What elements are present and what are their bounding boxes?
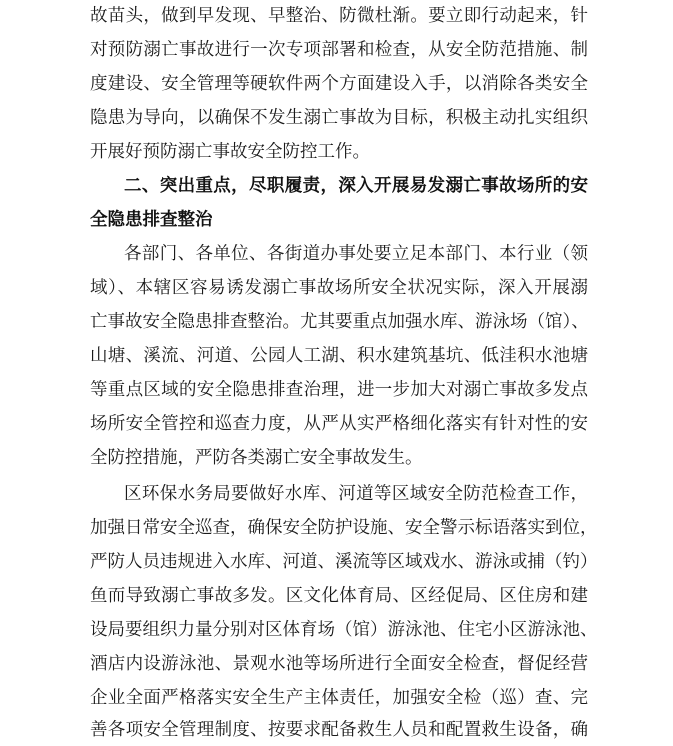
text-line: 全防控措施，严防各类溺亡安全事故发生。 bbox=[90, 448, 423, 468]
text-line: 隐患为导向，以确保不发生溺亡事故为目标，积极主动扎实组织 bbox=[90, 108, 588, 128]
text-line: 度建设、安全管理等硬软件两个方面建设入手，以消除各类安全 bbox=[90, 74, 588, 94]
text-line: 山塘、溪流、河道、公园人工湖、积水建筑基坑、低洼积水池塘 bbox=[90, 346, 588, 366]
heading-line: 二、突出重点，尽职履责，深入开展易发溺亡事故场所的安 bbox=[124, 176, 588, 196]
text-line: 善各项安全管理制度、按要求配备救生人员和配置救生设备，确 bbox=[90, 720, 588, 740]
text-line: 故苗头，做到早发现、早整治、防微杜渐。要立即行动起来，针 bbox=[90, 6, 588, 26]
text-line: 加强日常安全巡查，确保安全防护设施、安全警示标语落实到位， bbox=[90, 518, 598, 538]
text-line: 开展好预防溺亡事故安全防控工作。 bbox=[90, 142, 370, 162]
text-line: 严防人员违规进入水库、河道、溪流等区域戏水、游泳或捕（钓） bbox=[90, 552, 598, 572]
text-line: 各部门、各单位、各街道办事处要立足本部门、本行业（领 bbox=[124, 244, 588, 264]
text-line: 鱼而导致溺亡事故多发。区文化体育局、区经促局、区住房和建 bbox=[90, 586, 588, 606]
text-line: 企业全面严格落实安全生产主体责任，加强安全检（巡）查、完 bbox=[90, 688, 588, 708]
text-line: 场所安全管控和巡查力度，从严从实严格细化落实有针对性的安 bbox=[90, 414, 588, 434]
text-line: 区环保水务局要做好水库、河道等区域安全防范检查工作， bbox=[124, 484, 588, 504]
text-line: 亡事故安全隐患排查整治。尤其要重点加强水库、游泳场（馆）、 bbox=[90, 312, 589, 332]
heading-line: 全隐患排查整治 bbox=[90, 210, 213, 230]
text-line: 设局要组织力量分别对区体育场（馆）游泳池、住宅小区游泳池、 bbox=[90, 620, 598, 640]
text-line: 域）、本辖区容易诱发溺亡事故场所安全状况实际，深入开展溺 bbox=[90, 278, 588, 298]
text-line: 酒店内设游泳池、景观水池等场所进行全面安全检查，督促经营 bbox=[90, 654, 588, 674]
text-line: 对预防溺亡事故进行一次专项部署和检查，从安全防范措施、制 bbox=[90, 40, 588, 60]
text-line: 等重点区域的安全隐患排查治理，进一步加大对溺亡事故多发点 bbox=[90, 380, 588, 400]
